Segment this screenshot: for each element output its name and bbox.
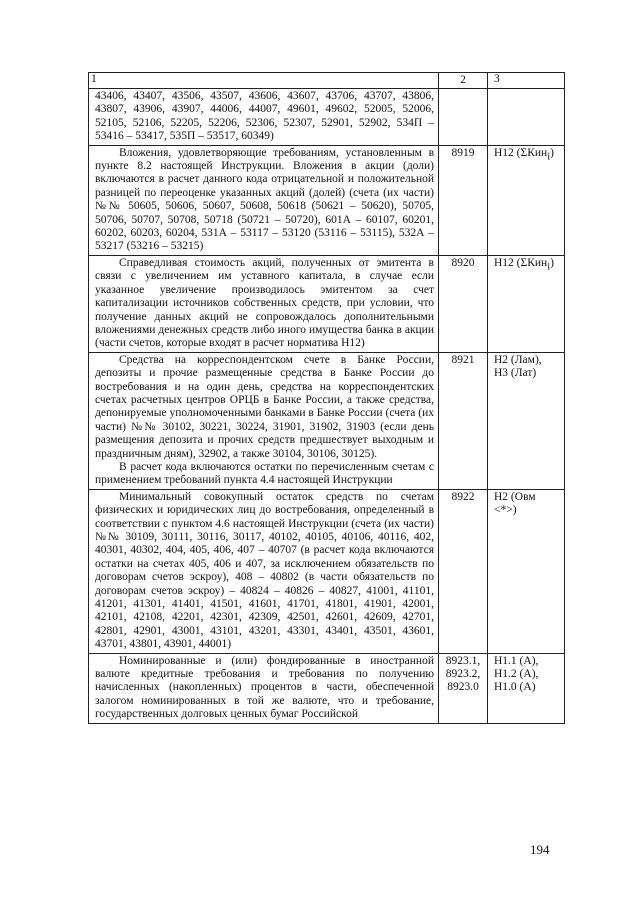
row-5-norm bbox=[488, 489, 565, 653]
table-row bbox=[89, 489, 565, 653]
row-2-norm-end: ) bbox=[550, 146, 554, 159]
row-3-text bbox=[89, 255, 439, 352]
row-6-code bbox=[439, 653, 488, 723]
row-2-norm-sub: i bbox=[547, 150, 551, 162]
row-3-norm-sub: i bbox=[547, 261, 551, 273]
row-5-norm-line: Н2 (Овм <*>) bbox=[494, 490, 536, 517]
row-3-norm-main: Н12 (ΣКин bbox=[494, 256, 548, 269]
header-col-3: 3 bbox=[488, 73, 565, 89]
row-3-norm bbox=[488, 255, 565, 352]
row-6-code-line: 8923.0 bbox=[447, 681, 479, 694]
row-6-norm-line: Н1.0 (А) bbox=[494, 681, 536, 694]
table-row bbox=[89, 145, 565, 255]
row-4-paragraph-1: Средства на корреспондентском счете в Банке России, депозиты и прочие размещенные средства в Банке России до востребования и на один день, средства на корреспондентских счетах расчетных центров ОРЦБ в Банке России, а также средства, депонируемые уполномоченными банками в Банке России (счета (их части) №№ 30102, 30221, 30224, 31901, 31902, 31903 (если день размещения депозита и прочих средств предшествует выходным и праздничным дням), 32902, а также 30104, 30106, 30125). bbox=[95, 353, 434, 460]
table-row bbox=[89, 89, 565, 146]
row-4-code: 8921 bbox=[439, 352, 488, 489]
row-2-norm bbox=[488, 145, 565, 255]
row-2-text bbox=[89, 145, 439, 255]
row-4-paragraph-2: В расчет кода включаются остатки по перечисленным счетам с применением требований пункта 4.4 настоящей Инструкции bbox=[95, 460, 434, 487]
row-6-norm bbox=[488, 653, 565, 723]
row-6-norm-line: Н1.1 (А), bbox=[494, 654, 539, 667]
row-6-code-line: 8923.1, bbox=[445, 654, 481, 667]
row-5-code: 8922 bbox=[439, 489, 488, 653]
row-6-paragraph: Номинированные и (или) фондированные в иностранной валюте кредитные требования и требования по получению начисленных (накопленных) процентов в части, обеспеченной залогом номинированных в той же валюте, что и требование, государственных долговых ценных бумаг Российской bbox=[95, 654, 434, 721]
table-row bbox=[89, 255, 565, 352]
row-2-code: 8919 bbox=[439, 145, 488, 255]
row-3-code: 8920 bbox=[439, 255, 488, 352]
row-1-norm bbox=[488, 89, 565, 146]
row-1-paragraph: 43406, 43407, 43506, 43507, 43606, 43607, 43706, 43707, 43806, 43807, 43906, 43907, 44006, 44007, 49601, 49602, 52005, 52006, 52105, 52106, 52205, 52206, 52306, 52307, 52901, 52902, 534П – 53416 – 53417, 535П – 53517, 60349) bbox=[95, 90, 434, 143]
row-5-text bbox=[89, 489, 439, 653]
row-6-code-line: 8923.2, bbox=[445, 668, 481, 681]
header-col-1: 1 bbox=[89, 73, 439, 89]
header-col-2: 2 bbox=[439, 73, 488, 89]
row-2-norm-main: Н12 (ΣКин bbox=[494, 146, 548, 159]
row-3-norm-end: ) bbox=[550, 256, 554, 269]
table-row bbox=[89, 653, 565, 723]
row-3-paragraph: Справедливая стоимость акций, полученных от эмитента в связи с увеличением им уставного капитала, в случае если указанное увеличение производилось эмитентом за счет капитализации источников собственных средств, при условии, что получение данных акций не сопровождалось дополнительными вложениями денежных средств либо иного имущества банка в акции (части счетов, которые входят в расчет норматива Н12) bbox=[95, 256, 434, 350]
row-2-paragraph: Вложения, удовлетворяющие требованиям, установленным в пункте 8.2 настоящей Инструкции. Вложения в акции (доли) включаются в расчет данного кода отрицательной и положительной разницей по переоценке указанных акций (долей) (счета (их части) №№ 50605, 50606, 50607, 50608, 50618 (50621 – 50620), 50705, 50706, 50707, 50708, 50718 (50721 – 50720), 601А – 60107, 60201, 60202, 60203, 60204, 531А – 53117 – 53120 (53116 – 53115), 532А – 53217 (53216 – 53215) bbox=[95, 146, 434, 253]
row-1-text bbox=[89, 89, 439, 146]
row-4-text bbox=[89, 352, 439, 489]
table-header-row bbox=[89, 73, 565, 89]
row-4-norm bbox=[488, 352, 565, 489]
row-4-norm-line: Н2 (Лам), bbox=[494, 353, 542, 366]
row-4-norm-line: Н3 (Лат) bbox=[494, 367, 537, 380]
row-5-paragraph: Минимальный совокупный остаток средств по счетам физических и юридических лиц до востребования, определенный в соответствии с пунктом 4.6 настоящей Инструкции (счета (их части) №№ 30109, 30111, 30116, 30117, 40102, 40105, 40106, 40116, 402, 40301, 40302, 404, 405, 406, 407 – 40707 (в расчет кода включаются остатки на счетах 405, 406 и 407, за исключением обязательств по договорам счетов эскроу), 408 – 40802 (в части обязательств по договорам счетов эскроу) – 40824 – 40826 – 40827, 41001, 41101, 41201, 41301, 41401, 41501, 41601, 41701, 41801, 41901, 42001, 42101, 42108, 42201, 42301, 42309, 42501, 42601, 42609, 42701, 42801, 42901, 43001, 43101, 43201, 43301, 43401, 43501, 43601, 43701, 43801, 43901, 44001) bbox=[95, 490, 434, 651]
page-number: 194 bbox=[530, 842, 550, 857]
table-row bbox=[89, 352, 565, 489]
row-6-norm-line: Н1.2 (А), bbox=[494, 668, 539, 681]
row-6-text bbox=[89, 653, 439, 723]
norms-table bbox=[88, 72, 565, 724]
row-1-code bbox=[439, 89, 488, 146]
